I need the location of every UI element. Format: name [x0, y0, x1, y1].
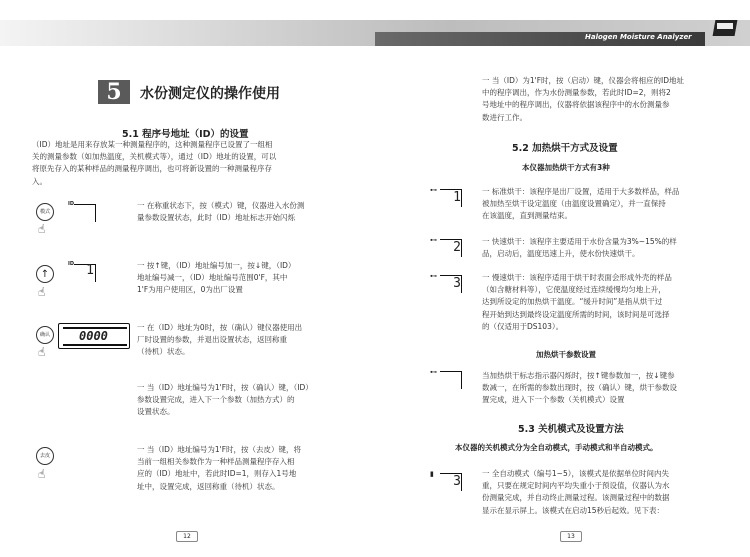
mode-auto-display: ▮ 3: [430, 470, 461, 489]
mode-standard-text: 一 标准烘干：该程序是出厂设置，适用于大多数样品，样品 被加热至烘干设定温度（由温度设置确定），并一直保持 在该温度，直到测量结束。: [482, 187, 680, 221]
lcd-id-display: ID 1: [68, 261, 98, 285]
lcd-id-display: ID: [68, 201, 98, 225]
step-confirm-next-text: 一 当（ID）地址编号为1'F时，按（确认）键，（ID） 参数设置完成，进入下一个参数（加热方式）的 设置状态。: [137, 383, 313, 417]
press-hand-icon: ☝: [38, 222, 46, 236]
section-5-2-title: 5.2 加热烘干方式及设置: [512, 143, 618, 154]
auto-mode-text: 一 全自动模式（编号1~5），该模式是依据单位时间内失 重，只要在规定时间内平均失重小于预设值，仪器认为水 份测量完成，并自动终止测量过程。该测量过程中的数据 显示在显示屏上。该模式在启动15秒后起效。见下表：: [482, 469, 670, 515]
param-setting-text: 当加热烘干标志指示器闪烁时，按↑键参数加一，按↓键参 数减一，在所需的参数出现时，按（确认）键，烘干参数设 置完成，进入下一个参数（关机模式）设置: [482, 371, 677, 405]
chapter-title: 水份测定仪的操作使用: [140, 86, 280, 102]
mode-key-icon: 模式: [36, 203, 54, 221]
product-name: Halogen Moisture Analyzer: [585, 33, 692, 41]
mode-standard-display: ⊷ 1: [430, 186, 461, 205]
tare-key-icon: 去皮: [36, 447, 54, 465]
confirm-key-icon: 确认: [36, 326, 54, 344]
press-hand-icon: ☝: [38, 285, 46, 299]
page-number-left: 12: [176, 531, 198, 542]
press-hand-icon: ☝: [38, 467, 46, 481]
section-5-1-title: 5.1 程序号地址（ID）的设置: [122, 129, 249, 140]
section-5-2-subtitle: 本仪器加热烘干方式有3种: [522, 163, 610, 172]
section-5-1-intro: （ID）地址是用来存放某一种测量程序的，这种测量程序已设置了一组相 关的测量参数（如加热温度，关机模式等），通过（ID）地址的设置，可以 将原先存入的某种样品的测量程序调出，也可将新设置的一种测量程序存 入。: [32, 140, 277, 186]
param-display: ⊷: [430, 368, 464, 392]
step-tare-text: 一 当（ID）地址编号为1'F时，按（去皮）键，将 当前一组相关参数作为一种样品测量程序存入相 应的（ID）地址中，若此时ID=1，则存入1号地 址中，设置完成，返回称重（待机）状态。: [137, 445, 302, 491]
brand-logo: [708, 18, 746, 44]
step-mode-text: 一 在称重状态下，按（模式）键，仪器进入水份测 量参数设置状态，此时（ID）地址标志开始闪烁: [137, 201, 305, 223]
id-start-text: 一 当（ID）为1'F时，按（启动）键，仪器会将相应的ID地址 中的程序调出，作为水份测量参数，若此时ID=2，则将2 号地址中的程序调出，仪器将依据该程序中的水份测量参 数进行工作。: [482, 76, 685, 122]
up-key-icon: ↑: [36, 265, 54, 283]
mode-fast-display: ⊷ 2: [430, 236, 461, 255]
mode-slow-text: 一 慢速烘干：该程序适用于烘干时表面会形成外壳的样品 （如含糖材料等），它使温度经过连续缓慢均匀地上升， 达到所设定的加热烘干温度。“缓升时间”是指从烘干过 程开始到达到最终设定温度所需的时间，该时间是可选择 的（仅适用于DS103）。: [482, 273, 672, 331]
step-up-down-text: 一 按↑键，（ID）地址编号加一，按↓键，（ID） 地址编号减一，（ID）地址编号范围0'F，其中 1'F为用户使用区，0为出厂设置: [137, 261, 296, 295]
chapter-number: 5: [98, 80, 130, 104]
mode-fast-text: 一 快速烘干：该程序主要适用于水份含量为3%~15%的样 品，启动后，温度迅速上升，使水份快速烘干。: [482, 237, 677, 259]
section-5-3-title: 5.3 关机模式及设置方法: [518, 424, 624, 435]
step-confirm-text: 一 在（ID）地址为0时，按（确认）键仪器使用出 厂时设置的参数，并退出设置状态，返回称重 （待机）状态。: [137, 323, 303, 357]
full-lcd-display: 0000: [58, 323, 130, 349]
page-number-right: 13: [560, 531, 582, 542]
mode-slow-display: ⊷ 3: [430, 272, 461, 291]
section-5-3-subtitle: 本仪器的关机模式分为全自动模式，手动模式和半自动模式。: [455, 443, 658, 452]
press-hand-icon: ☝: [38, 345, 46, 359]
param-setting-title: 加热烘干参数设置: [536, 350, 596, 359]
